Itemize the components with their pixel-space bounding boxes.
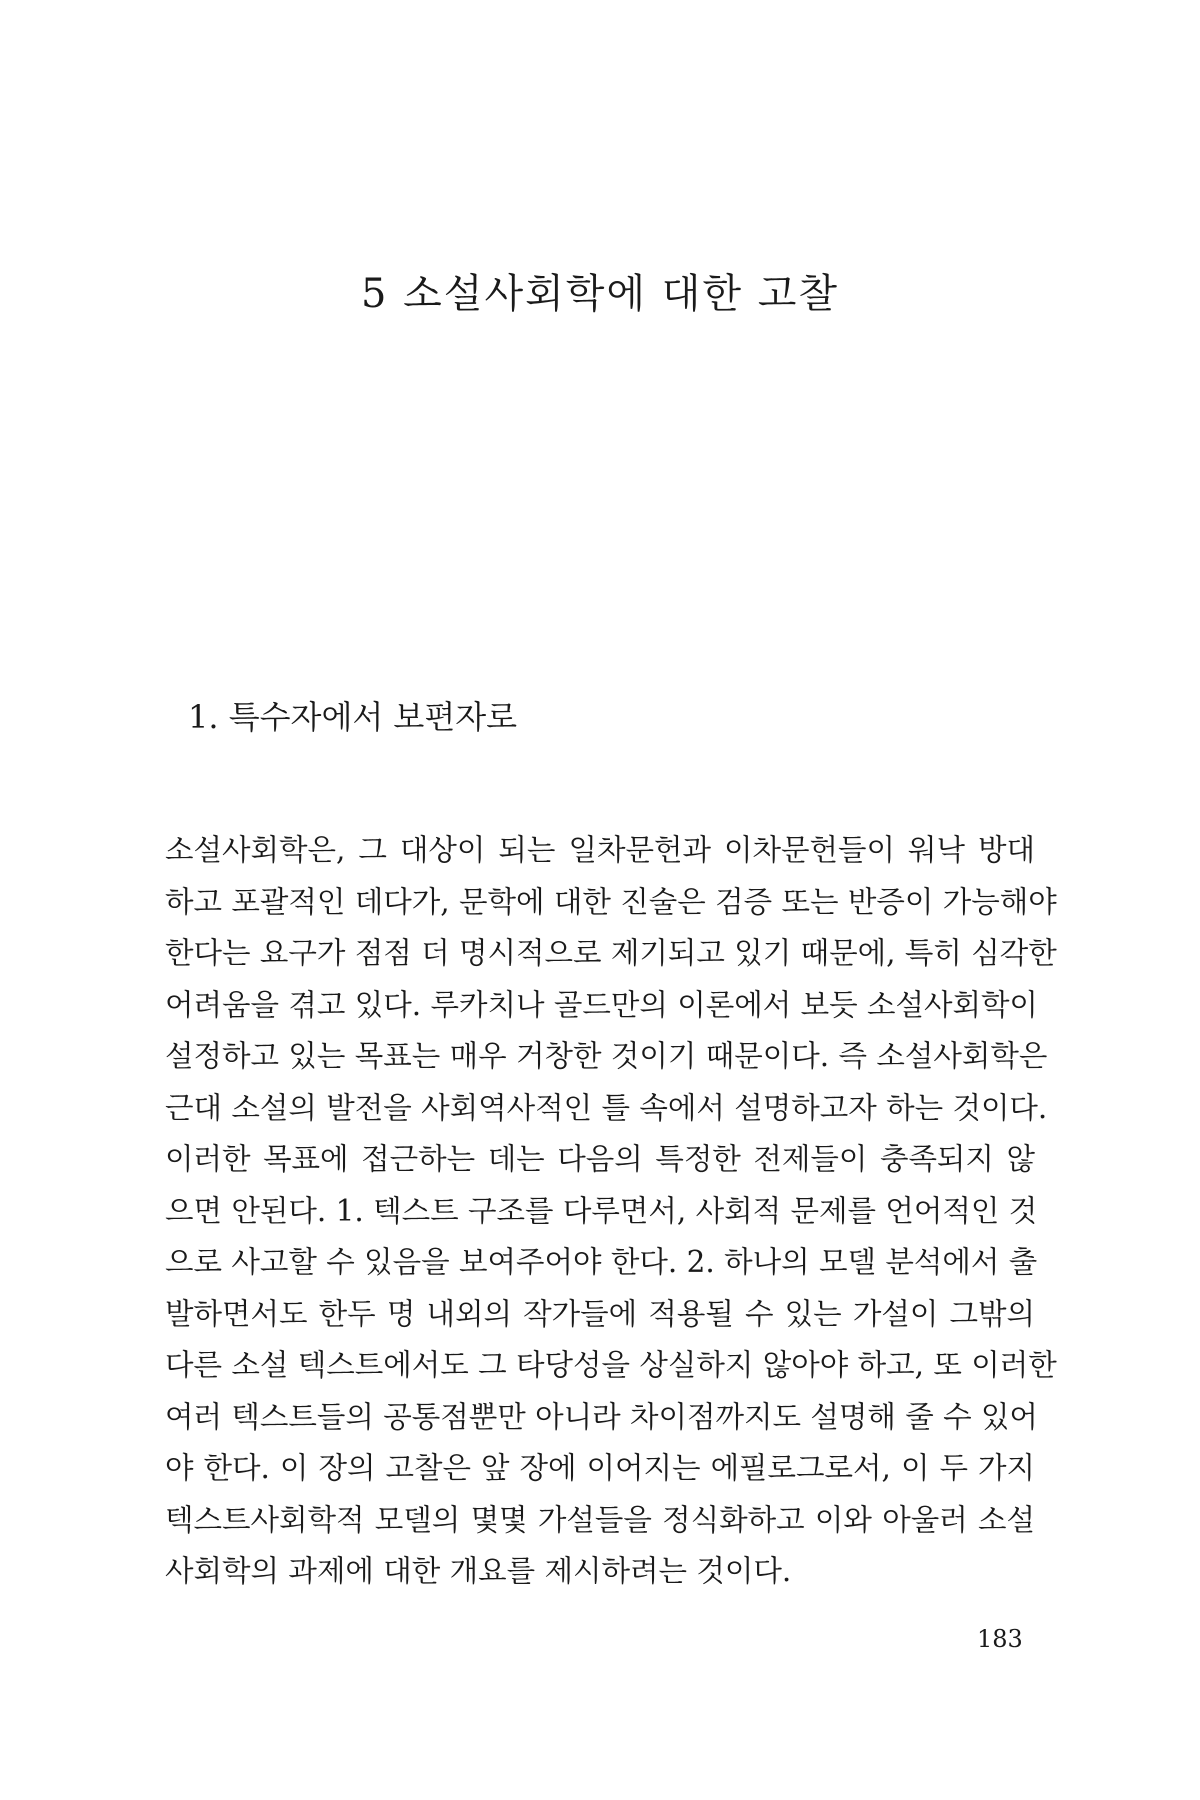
chapter-title: 5 소설사회학에 대한 고찰 — [361, 271, 839, 317]
body-line: 으로 사고할 수 있음을 보여주어야 한다. 2. 하나의 모델 분석에서 출 — [165, 1245, 1038, 1279]
body-line: 하고 포괄적인 데다가, 문학에 대한 진술은 검증 또는 반증이 가능해야 — [165, 884, 1057, 919]
body-line: 한다는 요구가 점점 더 명시적으로 제기되고 있기 때문에, 특히 심각한 — [165, 936, 1057, 970]
body-text — [165, 825, 1057, 1598]
body-line: 으면 안된다. 1. 텍스트 구조를 다루면서, 사회적 문제를 언어적인 것 — [165, 1193, 1038, 1228]
body-line: 텍스트사회학적 모델의 몇몇 가설들을 정식화하고 이와 아울러 소설 — [165, 1502, 1035, 1537]
body-line: 발하면서도 한두 명 내외의 작가들에 적용될 수 있는 가설이 그밖의 — [165, 1296, 1035, 1331]
body-line: 야 한다. 이 장의 고찰은 앞 장에 이어지는 에필로그로서, 이 두 가지 — [165, 1451, 1035, 1485]
body-line: 설정하고 있는 목표는 매우 거창한 것이기 때문이다. 즉 소설사회학은 — [165, 1039, 1048, 1073]
body-line: 다른 소설 텍스트에서도 그 타당성을 상실하지 않아야 하고, 또 이러한 — [165, 1348, 1057, 1382]
body-line: 여러 텍스트들의 공통점뿐만 아니라 차이점까지도 설명해 줄 수 있어 — [165, 1399, 1038, 1434]
body-line: 이러한 목표에 접근하는 데는 다음의 특정한 전제들이 충족되지 않 — [165, 1142, 1035, 1176]
body-line: 사회학의 과제에 대한 개요를 제시하려는 것이다. — [165, 1554, 792, 1588]
body-line: 소설사회학은, 그 대상이 되는 일차문헌과 이차문헌들이 워낙 방대 — [165, 833, 1035, 867]
body-line: 어려움을 겪고 있다. 루카치나 골드만의 이론에서 보듯 소설사회학이 — [165, 987, 1038, 1022]
body-line: 근대 소설의 발전을 사회역사적인 틀 속에서 설명하고자 하는 것이다. — [165, 1090, 1048, 1125]
section-heading: 1. 특수자에서 보편자로 — [188, 698, 518, 736]
page-number: 183 — [977, 1625, 1023, 1653]
